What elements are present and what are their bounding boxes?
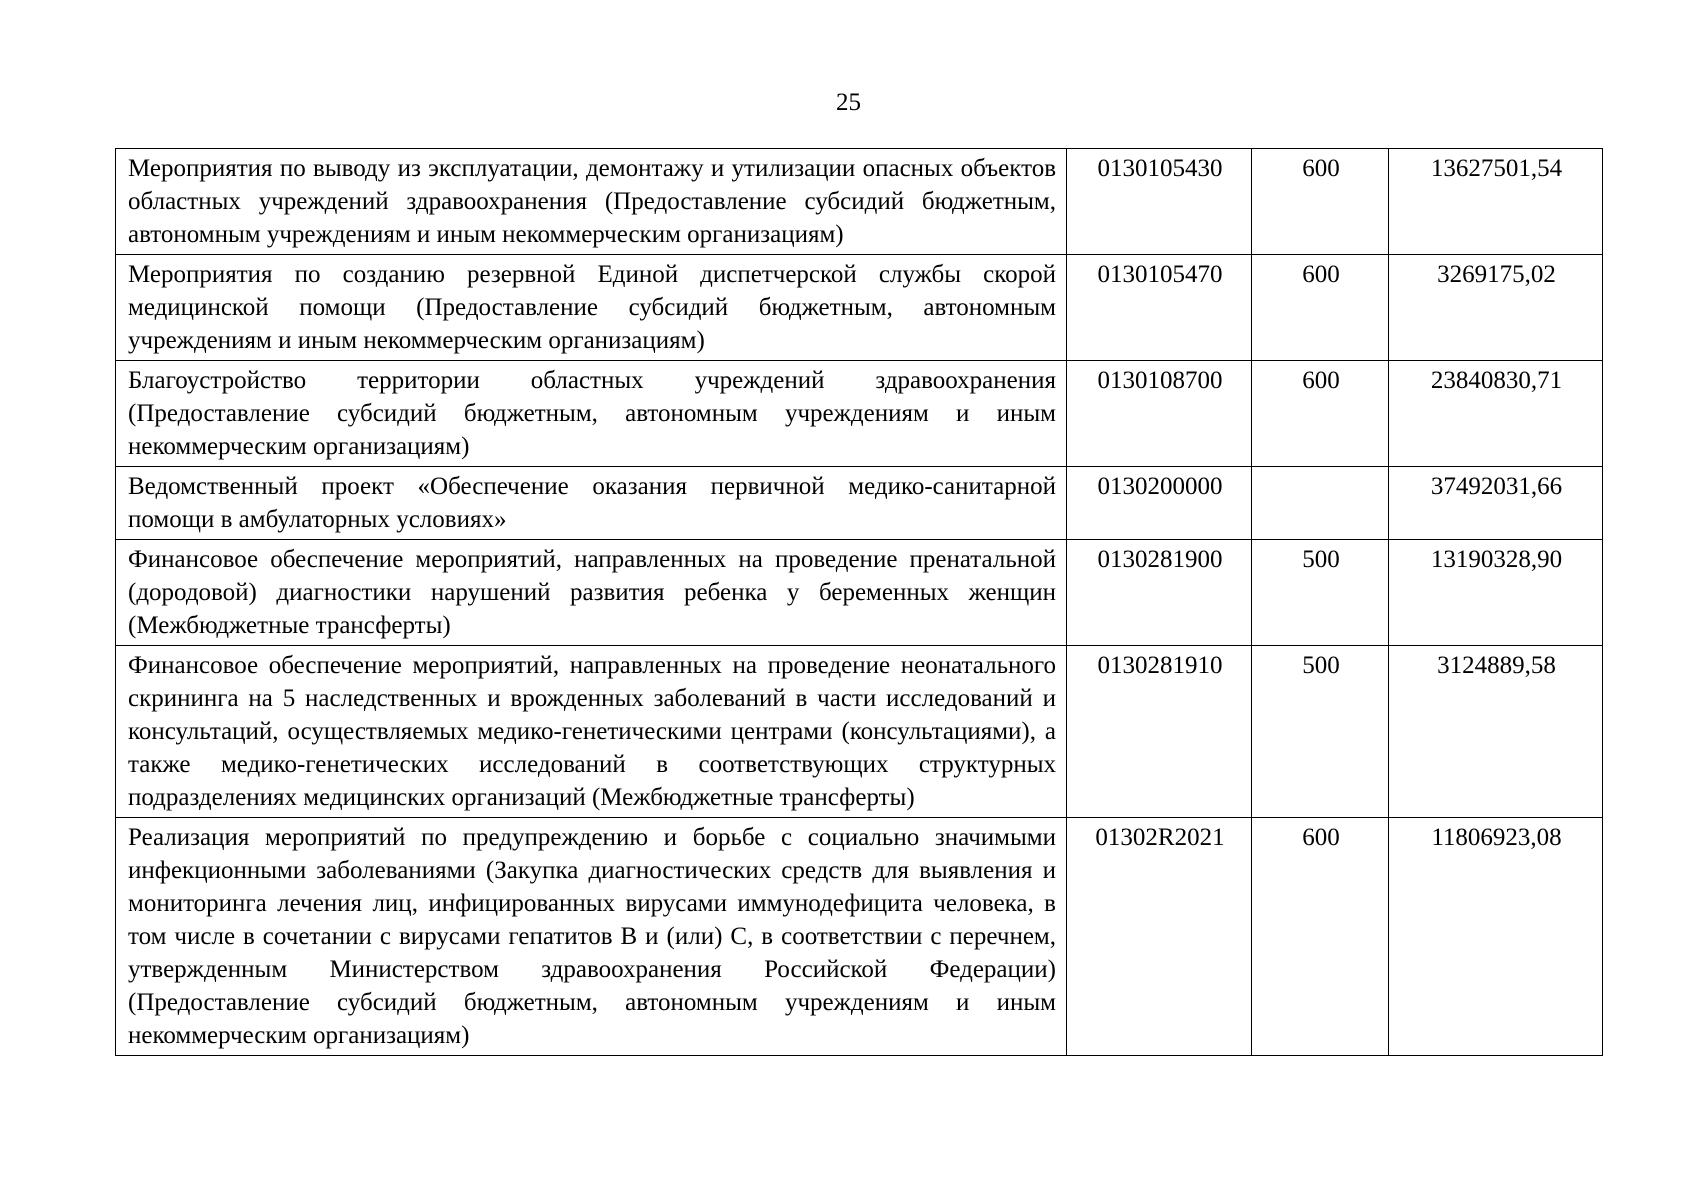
row-expense-type: 500 — [1252, 646, 1389, 818]
row-code: 0130105470 — [1067, 255, 1252, 361]
row-expense-type: 600 — [1252, 818, 1389, 1056]
row-code: 01302R2021 — [1067, 818, 1252, 1056]
row-amount: 3124889,58 — [1389, 646, 1603, 818]
row-amount: 13627501,54 — [1389, 149, 1603, 255]
table-row — [116, 149, 1603, 255]
row-description: Благоустройство территории областных учреждений здравоохранения (Предоставление субсидий бюджетным, автономным учреждениям и иным некоммерческим организациям) — [116, 361, 1067, 467]
row-expense-type: 600 — [1252, 255, 1389, 361]
row-code: 0130105430 — [1067, 149, 1252, 255]
row-code: 0130200000 — [1067, 467, 1252, 540]
row-expense-type — [1252, 467, 1389, 540]
table-row — [116, 255, 1603, 361]
table-row — [116, 361, 1603, 467]
row-code: 0130281910 — [1067, 646, 1252, 818]
page-number: 25 — [836, 89, 861, 116]
budget-table — [115, 148, 1603, 1056]
row-amount: 37492031,66 — [1389, 467, 1603, 540]
table-row — [116, 540, 1603, 646]
row-expense-type: 500 — [1252, 540, 1389, 646]
row-expense-type: 600 — [1252, 361, 1389, 467]
row-description: Финансовое обеспечение мероприятий, направленных на проведение пренатальной (дородовой) диагностики нарушений развития ребенка у беременных женщин (Межбюджетные трансферты) — [116, 540, 1067, 646]
table-row — [116, 646, 1603, 818]
table-row — [116, 818, 1603, 1056]
row-description: Реализация мероприятий по предупреждению и борьбе с социально значимыми инфекционными заболеваниями (Закупка диагностических средств для выявления и мониторинга лечения лиц, инфицированных вирусами иммунодефицита человека, в том числе в сочетании с вирусами гепатитов В и (или) С, в соответствии с перечнем, утвержденным Министерством здравоохранения Российской Федерации) (Предоставление субсидий бюджетным, автономным учреждениям и иным некоммерческим организациям) — [116, 818, 1067, 1056]
row-code: 0130108700 — [1067, 361, 1252, 467]
row-expense-type: 600 — [1252, 149, 1389, 255]
row-description: Мероприятия по выводу из эксплуатации, демонтажу и утилизации опасных объектов областных учреждений здравоохранения (Предоставление субсидий бюджетным, автономным учреждениям и иным некоммерческим организациям) — [116, 149, 1067, 255]
table-row — [116, 467, 1603, 540]
row-code: 0130281900 — [1067, 540, 1252, 646]
row-description: Финансовое обеспечение мероприятий, направленных на проведение неонатального скрининга на 5 наследственных и врожденных заболеваний в части исследований и консультаций, осуществляемых медико-генетическими центрами (консультациями), а также медико-генетических исследований в соответствующих структурных подразделениях медицинских организаций (Межбюджетные трансферты) — [116, 646, 1067, 818]
row-amount: 23840830,71 — [1389, 361, 1603, 467]
row-amount: 3269175,02 — [1389, 255, 1603, 361]
row-amount: 11806923,08 — [1389, 818, 1603, 1056]
row-description: Ведомственный проект «Обеспечение оказания первичной медико-санитарной помощи в амбулаторных условиях» — [116, 467, 1067, 540]
row-description: Мероприятия по созданию резервной Единой диспетчерской службы скорой медицинской помощи (Предоставление субсидий бюджетным, автономным учреждениям и иным некоммерческим организациям) — [116, 255, 1067, 361]
row-amount: 13190328,90 — [1389, 540, 1603, 646]
